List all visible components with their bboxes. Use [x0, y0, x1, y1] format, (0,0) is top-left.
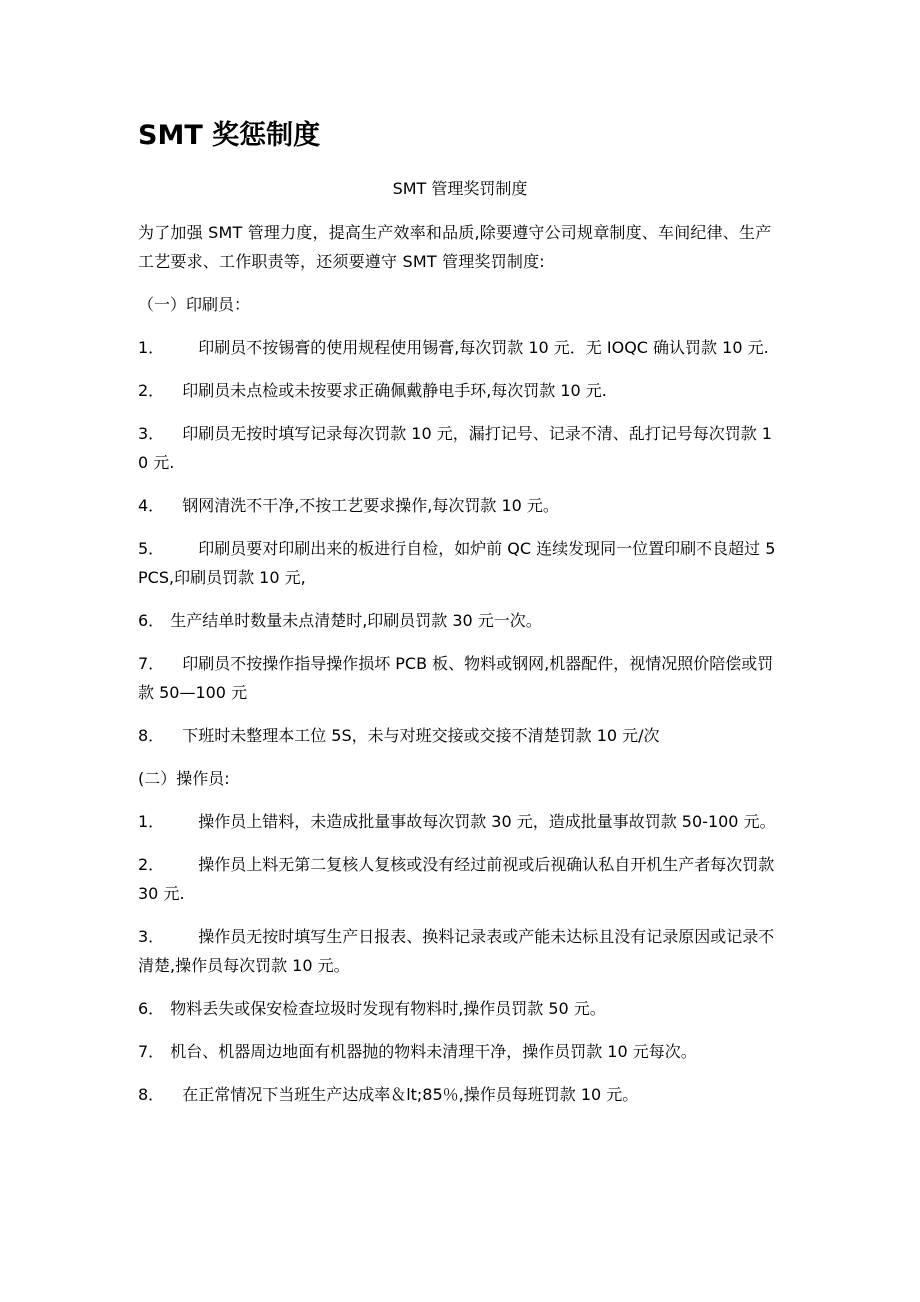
- item-text: 操作员上错料，未造成批量事故每次罚款 30 元，造成批量事故罚款 50-100 元。: [198, 812, 776, 831]
- item-text: 印刷员不按锡膏的使用规程使用锡膏,每次罚款 10 元．无 IOQC 确认罚款 10 元.: [198, 338, 769, 357]
- item-text: 操作员上料无第二复核人复核或没有经过前视或后视确认私自开机生产者每次罚款 30 元.: [138, 855, 775, 903]
- list-item: [138, 721, 782, 750]
- list-item: [138, 376, 782, 405]
- list-item: [138, 491, 782, 520]
- list-item: [138, 649, 782, 707]
- section-heading-printer: （一）印刷员：: [138, 295, 251, 314]
- item-number: 2．: [138, 381, 165, 400]
- item-text: 印刷员无按时填写记录每次罚款 10 元，漏打记号、记录不清、乱打记号每次罚款 10 元.: [138, 424, 772, 472]
- item-text: 物料丢失或保安检查垃圾时发现有物料时,操作员罚款 50 元。: [170, 999, 606, 1018]
- list-item: [138, 419, 782, 477]
- item-text: 印刷员不按操作指导操作损坏 PCB 板、物料或钢网,机器配件，视情况照价陪偿或罚款 50—100 元: [138, 654, 774, 702]
- item-text: 钢网清洗不干净,不按工艺要求操作,每次罚款 10 元。: [182, 496, 559, 515]
- list-item: [138, 850, 782, 908]
- list-item: [138, 534, 782, 592]
- list-item: [138, 606, 782, 635]
- page-title: SMT 奖惩制度: [138, 120, 321, 151]
- intro-paragraph: 为了加强 SMT 管理力度，提高生产效率和品质,除要遵守公司规章制度、车间纪律、生产工艺要求、工作职责等，还须要遵守 SMT 管理奖罚制度:: [138, 223, 772, 271]
- item-text: 下班时未整理本工位 5S，未与对班交接或交接不清楚罚款 10 元/次: [182, 726, 660, 745]
- item-number: 8．: [138, 1085, 165, 1104]
- item-number: 1．: [138, 812, 165, 831]
- item-text: 印刷员要对印刷出来的板进行自检，如炉前 QC 连续发现同一位置印刷不良超过 5PCS,印刷员罚款 10 元,: [138, 539, 776, 587]
- item-number: 1．: [138, 338, 165, 357]
- item-number: 8．: [138, 726, 165, 745]
- list-item: [138, 994, 782, 1023]
- item-text: 在正常情况下当班生产达成率＆lt;85％,操作员每班罚款 10 元。: [182, 1085, 639, 1104]
- item-text: 操作员无按时填写生产日报表、换料记录表或产能未达标且没有记录原因或记录不清楚,操作员每次罚款 10 元。: [138, 927, 775, 975]
- section-heading-operator: (二）操作员:: [138, 769, 230, 788]
- list-item: [138, 807, 782, 836]
- item-number: 4．: [138, 496, 165, 515]
- item-number: 7．: [138, 654, 165, 673]
- list-item: [138, 1080, 782, 1109]
- item-number: 7．: [138, 1042, 165, 1061]
- item-text: 机台、机器周边地面有机器抛的物料未清理干净，操作员罚款 10 元每次。: [170, 1042, 697, 1061]
- item-number: 6．: [138, 611, 165, 630]
- list-item: [138, 1037, 782, 1066]
- list-item: [138, 333, 782, 362]
- item-number: 3．: [138, 424, 165, 443]
- item-number: 3．: [138, 927, 165, 946]
- document-body: [138, 218, 782, 1123]
- item-text: 印刷员未点检或未按要求正确佩戴静电手环,每次罚款 10 元.: [182, 381, 607, 400]
- item-number: 6．: [138, 999, 165, 1018]
- item-number: 5．: [138, 539, 165, 558]
- document-subtitle: SMT 管理奖罚制度: [392, 179, 528, 198]
- item-text: 生产结单时数量未点清楚时,印刷员罚款 30 元一次。: [170, 611, 542, 630]
- item-number: 2．: [138, 855, 165, 874]
- list-item: [138, 922, 782, 980]
